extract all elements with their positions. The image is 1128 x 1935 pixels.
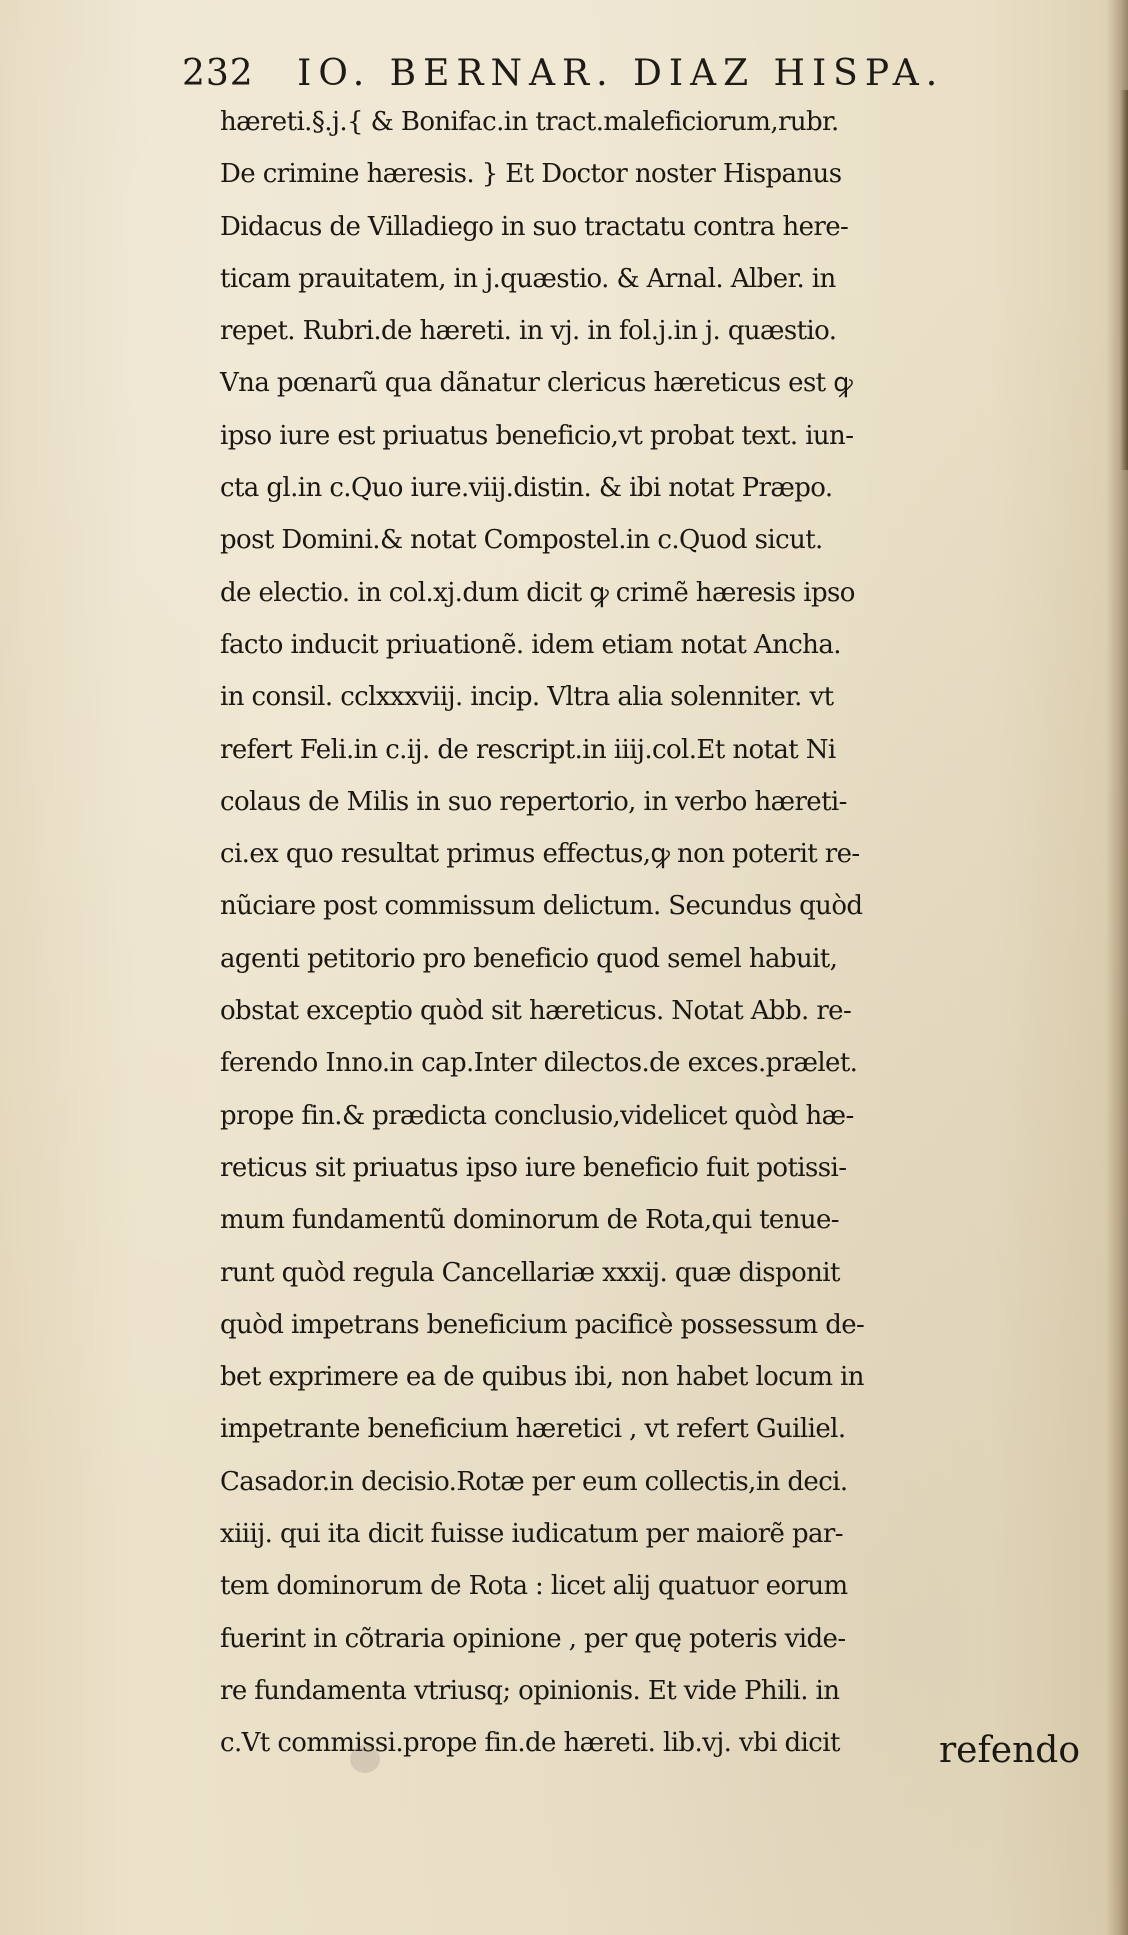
text-line: nũciare post commissum delictum. Secundus quòd	[220, 891, 863, 922]
text-line: De crimine hæresis. } Et Doctor noster Hispanus	[220, 159, 842, 190]
text-line: cta gl.in c.Quo iure.viij.distin. & ibi notat Præpo.	[220, 473, 833, 504]
text-line: fuerint in cõtraria opinione , per quę poteris vide-	[220, 1623, 846, 1654]
text-line: impetrante beneficium hæretici , vt refert Guiliel.	[220, 1414, 846, 1445]
text-line: prope fin.& prædicta conclusio,videlicet quòd hæ-	[220, 1100, 854, 1131]
body-text	[220, 96, 1090, 1770]
text-line: in consil. cclxxxviij. incip. Vltra alia solenniter. vt	[220, 682, 834, 713]
text-line: ci.ex quo resultat primus effectus,ꝙ non poterit re-	[220, 839, 860, 870]
catchword: refendo	[938, 1730, 1080, 1771]
text-line: obstat exceptio quòd sit hæreticus. Notat Abb. re-	[220, 996, 852, 1027]
page-header	[182, 50, 1062, 98]
text-line: reticus sit priuatus ipso iure beneficio fuit potissi-	[220, 1152, 847, 1183]
text-line: Casador.in decisio.Rotæ per eum collectis,in deci.	[220, 1466, 848, 1497]
text-line: agenti petitorio pro beneficio quod semel habuit,	[220, 943, 838, 974]
running-head: IO. BERNAR. DIAZ HISPA.	[297, 53, 945, 94]
text-line: runt quòd regula Cancellariæ xxxij. quæ disponit	[220, 1257, 840, 1288]
text-line: refert Feli.in c.ij. de rescript.in iiij.col.Et notat Ni	[220, 734, 836, 765]
text-line: c.Vt commissi.prope fin.de hæreti. lib.vj. vbi dicit	[220, 1728, 840, 1759]
text-line: bet exprimere ea de quibus ibi, non habet locum in	[220, 1362, 864, 1393]
text-line: ticam prauitatem, in j.quæstio. & Arnal. Alber. in	[220, 263, 836, 294]
text-line: mum fundamentũ dominorum de Rota,qui tenue-	[220, 1205, 839, 1236]
text-line: xiiij. qui ita dicit fuisse iudicatum per maiorẽ par-	[220, 1519, 843, 1550]
text-line: facto inducit priuationẽ. idem etiam notat Ancha.	[220, 629, 841, 660]
text-line: hæreti.§.j.{ & Bonifac.in tract.maleficiorum,rubr.	[220, 107, 839, 137]
text-line: ferendo Inno.in cap.Inter dilectos.de exces.prælet.	[220, 1048, 858, 1079]
text-line: repet. Rubri.de hæreti. in vj. in fol.j.in j. quæstio.	[220, 316, 837, 347]
page-number: 232	[182, 53, 254, 94]
text-line: de electio. in col.xj.dum dicit ꝙ crimẽ hæresis ipso	[220, 577, 855, 608]
text-line: Vna pœnarũ qua dãnatur clericus hæreticus est ꝙ	[220, 368, 853, 399]
text-line: Didacus de Villadiego in suo tractatu contra here-	[220, 211, 849, 242]
page-fold-mark	[1120, 90, 1128, 470]
text-line: re fundamenta vtriusq; opinionis. Et vide Phili. in	[220, 1675, 840, 1706]
ink-stain	[350, 1745, 380, 1773]
text-line: colaus de Milis in suo repertorio, in verbo hæreti-	[220, 786, 847, 817]
text-line: tem dominorum de Rota : licet alij quatuor eorum	[220, 1571, 848, 1602]
text-line: post Domini.& notat Compostel.in c.Quod sicut.	[220, 525, 823, 556]
text-line: quòd impetrans beneficium pacificè possessum de-	[220, 1309, 865, 1340]
text-line: ipso iure est priuatus beneficio,vt probat text. iun-	[220, 420, 854, 451]
